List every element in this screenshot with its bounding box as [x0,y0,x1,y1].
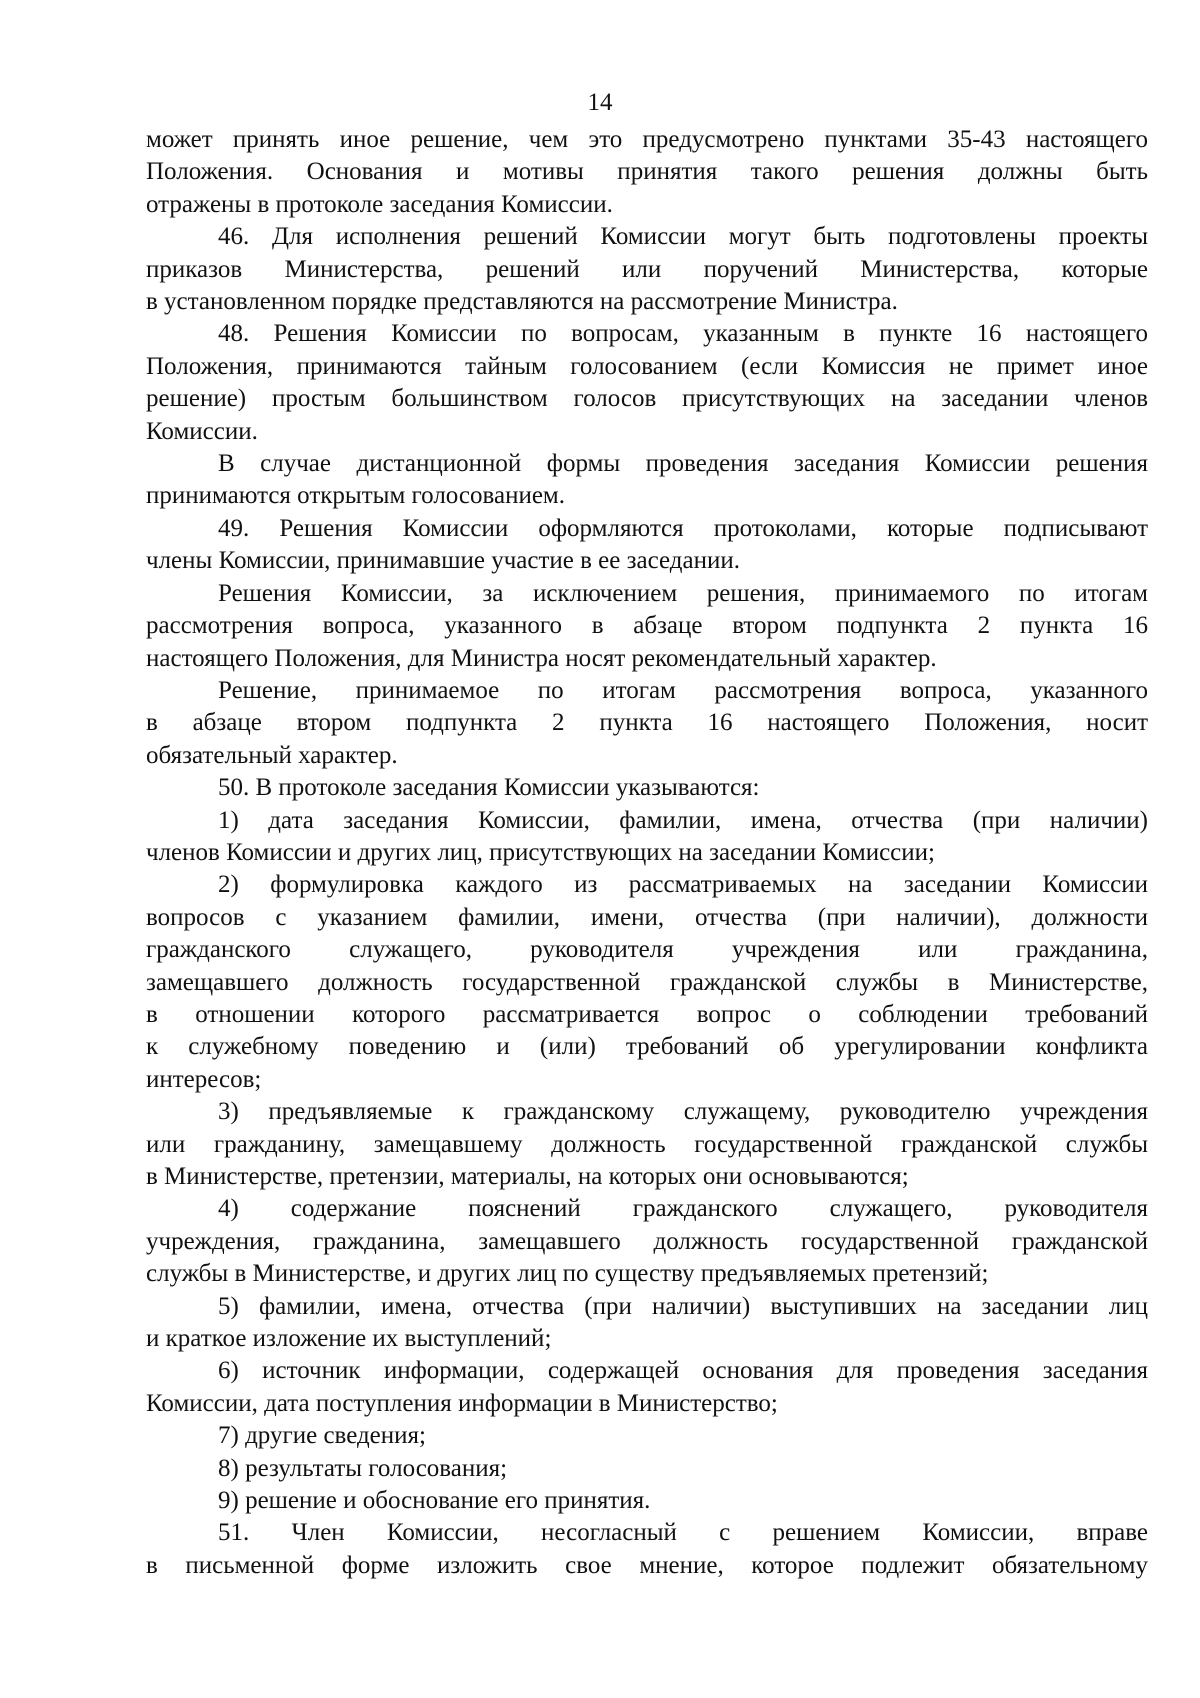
text-line: может принять иное решение, чем это предусмотрено пунктами 35-43 настоящего [146,126,1148,153]
text-line: 6) источник информации, содержащей основания для проведения заседания [218,1357,1148,1385]
text-line: В случае дистанционной формы проведения заседания Комиссии решения [218,450,1148,478]
text-line: рассмотрения вопроса, указанного в абзаце втором подпункта 2 пункта 16 [146,612,1148,640]
text-line: 48. Решения Комиссии по вопросам, указанным в пункте 16 настоящего [218,320,1148,348]
text-line: 50. В протоколе заседания Комиссии указываются: [218,774,760,802]
text-line: Комиссии, дата поступления информации в Министерство; [146,1389,778,1417]
page-number: 14 [587,89,613,116]
text-line: 9) решение и обоснование его принятия. [218,1487,651,1515]
text-line: 3) предъявляемые к гражданскому служащему, руководителю учреждения [218,1098,1148,1126]
text-line: решение) простым большинством голосов присутствующих на заседании членов [146,385,1148,413]
text-line: в отношении которого рассматривается вопрос о соблюдении требований [146,1000,1148,1028]
text-line: 46. Для исполнения решений Комиссии могут быть подготовлены проекты [218,223,1148,251]
text-line: 2) формулировка каждого из рассматриваемых на заседании Комиссии [218,871,1148,899]
text-line: в абзаце втором подпункта 2 пункта 16 настоящего Положения, носит [146,709,1148,737]
text-line: Положения. Основания и мотивы принятия такого решения должны быть [146,158,1148,186]
text-line: 8) результаты голосования; [218,1454,508,1482]
text-line: члены Комиссии, принимавшие участие в ее заседании. [146,547,740,575]
text-line: 7) другие сведения; [218,1422,426,1450]
text-line: Решение, принимаемое по итогам рассмотрения вопроса, указанного [218,676,1148,704]
text-line: обязательный характер. [146,741,398,769]
text-line: Положения, принимаются тайным голосованием (если Комиссия не примет иное [146,352,1148,380]
text-line: принимаются открытым голосованием. [146,482,566,510]
text-line: 4) содержание пояснений гражданского служащего, руководителя [218,1195,1148,1223]
text-line: настоящего Положения, для Министра носят рекомендательный характер. [146,644,937,672]
text-line: 51. Член Комиссии, несогласный с решением Комиссии, вправе [218,1519,1148,1547]
text-line: отражены в протоколе заседания Комиссии. [146,190,613,218]
text-line: и краткое изложение их выступлений; [146,1325,552,1353]
text-line: в Министерстве, претензии, материалы, на которых они основываются; [146,1163,909,1190]
text-line: 1) дата заседания Комиссии, фамилии, имена, отчества (при наличии) [218,806,1148,834]
text-line: в письменной форме изложить свое мнение, которое подлежит обязательному [146,1551,1148,1579]
text-line: членов Комиссии и других лиц, присутствующих на заседании Комиссии; [146,838,935,866]
text-line: к служебному поведению и (или) требований об урегулировании конфликта [146,1033,1148,1061]
text-line: службы в Министерстве, и других лиц по существу предъявляемых претензий; [146,1260,989,1288]
text-line: или гражданину, замещавшему должность государственной гражданской службы [146,1130,1148,1158]
text-line: Решения Комиссии, за исключением решения, принимаемого по итогам [218,579,1148,607]
text-line: в установленном порядке представляются на рассмотрение Министра. [146,288,898,316]
text-line: замещавшего должность государственной гражданской службы в Министерстве, [146,968,1148,996]
text-line: 49. Решения Комиссии оформляются протоколами, которые подписывают [218,514,1148,542]
text-line: интересов; [146,1065,262,1093]
text-line: гражданского служащего, руководителя учреждения или гражданина, [146,936,1148,964]
text-line: 5) фамилии, имена, отчества (при наличии) выступивших на заседании лиц [218,1292,1148,1320]
text-line: Комиссии. [146,417,258,445]
document-body [146,124,1148,1582]
text-line: учреждения, гражданина, замещавшего должность государственной гражданской [146,1227,1148,1255]
text-line: приказов Министерства, решений или поручений Министерства, которые [146,255,1148,283]
text-line: вопросов с указанием фамилии, имени, отчества (при наличии), должности [146,903,1148,931]
